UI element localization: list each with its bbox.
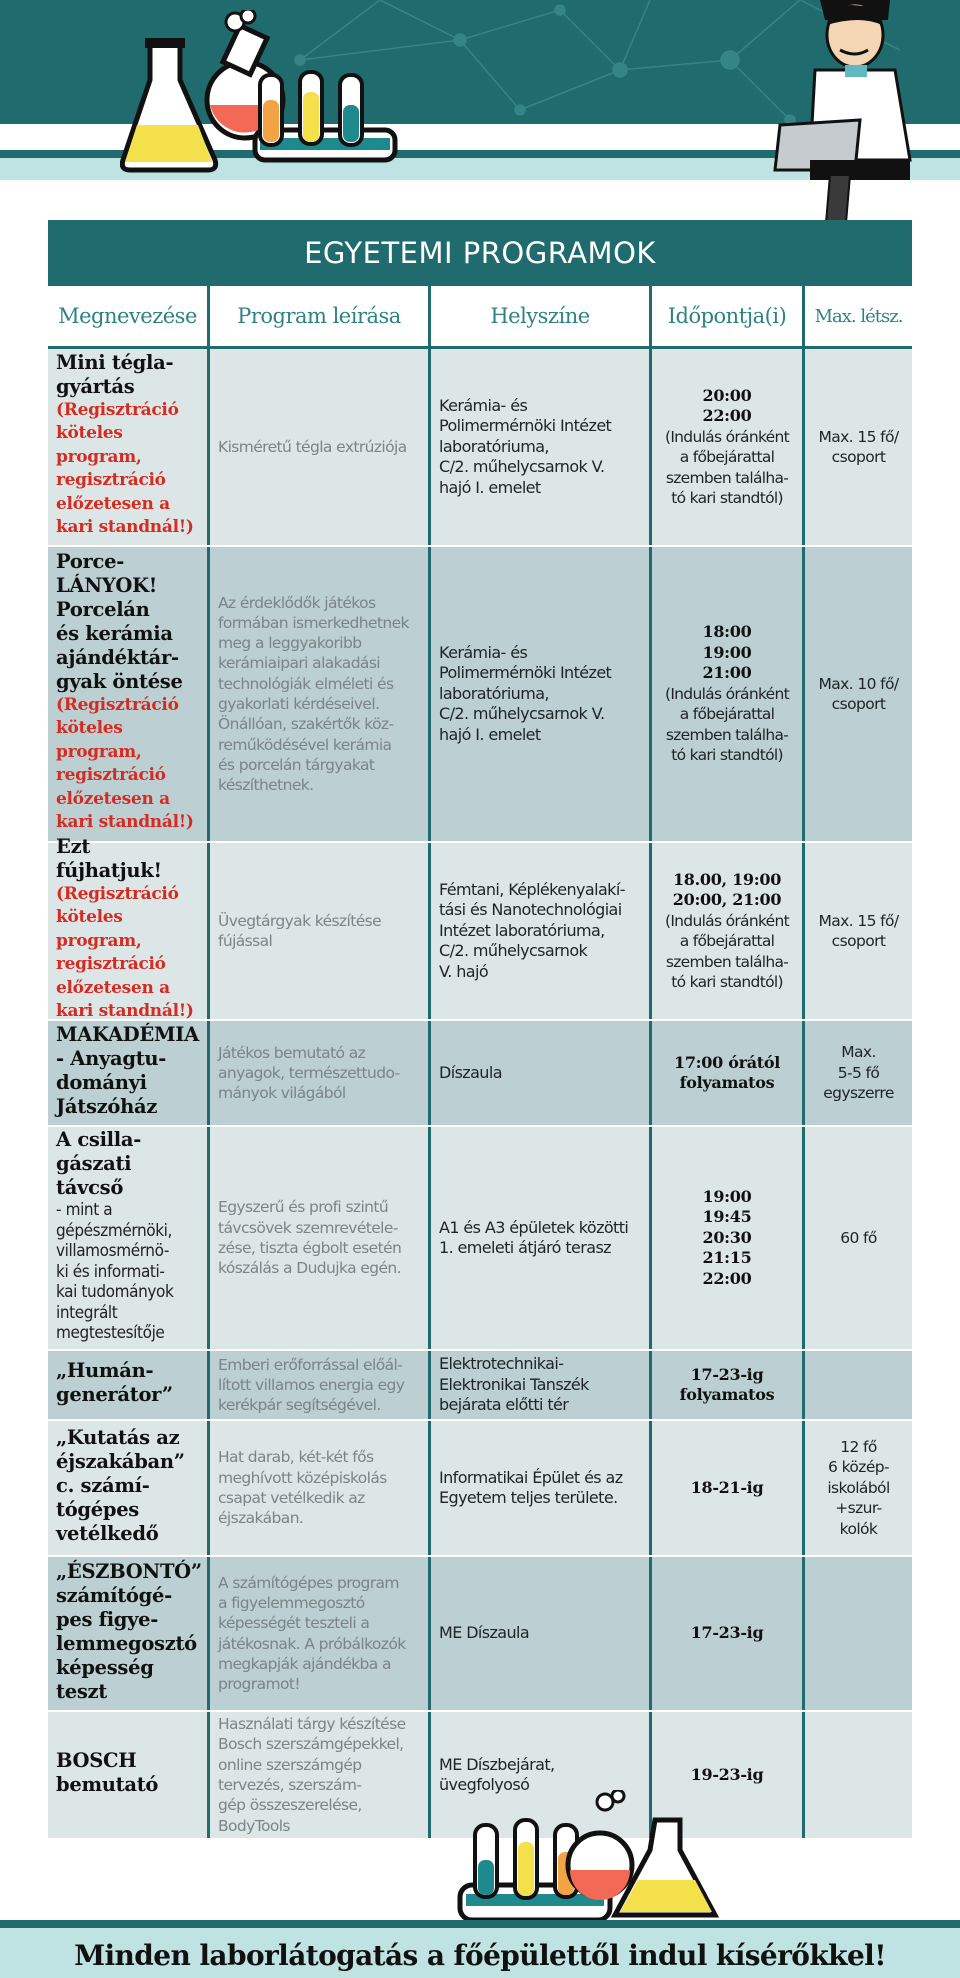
program-location: ME Díszaula — [431, 1557, 652, 1710]
program-name-subtitle: - mint a gépészmérnöki, villamosmérnö- ki és informati- kai tudományok integrált megtestesítője — [56, 1200, 174, 1344]
program-name: „Kutatás az éjszakában” c. számí- tógépes vetélkedő — [56, 1426, 185, 1545]
program-description: Üvegtárgyak készítése fújással — [210, 843, 431, 1019]
table-row — [48, 1555, 912, 1710]
table-title: EGYETEMI PROGRAMOK — [48, 220, 912, 286]
program-times: 17-23-ig — [690, 1623, 764, 1643]
program-times: 18.00, 19:00 20:00, 21:00 — [672, 869, 782, 909]
programs-table — [48, 220, 912, 1838]
program-name: MAKADÉMIA - Anyagtu- dományi Játszóház — [56, 1023, 199, 1118]
registration-note: (Regisztráció köteles program, regisztráció előzetesen a kari standnál!) — [56, 399, 194, 537]
program-max: Max. 5-5 fő egyszerre — [823, 1043, 894, 1103]
program-name-cell — [48, 1712, 210, 1838]
program-max: 12 fő 6 közép- iskolából +szur- kolók — [827, 1437, 890, 1538]
registration-note: (Regisztráció köteles program, regisztráció előzetesen a kari standnál!) — [56, 694, 194, 832]
program-name-cell — [48, 1127, 210, 1349]
program-location: Díszaula — [431, 1021, 652, 1125]
program-name: BOSCH bemutató — [56, 1749, 159, 1796]
program-description: Játékos bemutató az anyagok, természettudo- mányok világából — [210, 1021, 431, 1125]
program-name-cell — [48, 547, 210, 841]
registration-note: (Regisztráció köteles program, regisztráció előzetesen a kari standnál!) — [56, 883, 194, 1021]
program-description: Az érdeklődők játékos formában ismerkedhetnek meg a leggyakoribb kerámiaipari alakadási technológiák elméleti és gyakorlati kérdéseivel. Önállóan, szakértők köz- reműködésével kerámia és porcelán tárgyakat készíthetnek. — [210, 547, 431, 841]
program-location: Informatikai Épület és az Egyetem teljes területe. — [431, 1421, 652, 1555]
program-times: 18:00 19:00 21:00 — [702, 622, 752, 683]
footer-note: Minden laborlátogatás a főépülettől indul kísérőkkel! — [0, 1928, 960, 1978]
program-name: „ÉSZBONTÓ” számítógé- pes figye- lemmegosztó képesség teszt — [56, 1559, 202, 1703]
program-max: 60 fő — [840, 1228, 877, 1247]
column-header-times: Időpontja(i) — [652, 286, 805, 346]
program-name: Mini tégla- gyártás — [56, 350, 174, 398]
program-description: A számítógépes program a figyelemmegosztó képességét teszteli a játékosnak. A próbálkozók megkapják ajándékba a programot! — [210, 1557, 431, 1710]
column-header-description: Program leírása — [210, 286, 431, 346]
test-tubes-icon — [440, 1790, 730, 1925]
program-description: Emberi erőforrással előál- lított villamos energia egy kerékpár segítségével. — [210, 1351, 431, 1419]
program-name: A csilla- gászati távcső — [56, 1128, 142, 1200]
program-location: Elektrotechnikai- Elektronikai Tanszék bejárata előtti tér — [431, 1351, 652, 1419]
program-time-note: (Indulás óránként a főbejárattal szemben találha- tó kari standtól) — [664, 427, 790, 507]
table-row — [48, 1349, 912, 1419]
program-name: Ezt fújhatjuk! — [56, 834, 162, 882]
program-times-cell — [652, 1557, 805, 1710]
column-header-location: Helyszíne — [431, 286, 652, 346]
program-name-cell — [48, 1021, 210, 1125]
program-location: A1 és A3 épületek közötti 1. emeleti átjáró terasz — [431, 1127, 652, 1349]
program-max: Max. 15 fő/ csoport — [818, 911, 899, 950]
program-name-cell — [48, 1557, 210, 1710]
program-name: Porce- LÁNYOK! Porcelán és kerámia ajándéktár- gyak öntése — [56, 549, 183, 693]
program-name-cell — [48, 834, 210, 1021]
program-max: Max. 10 fő/ csoport — [818, 674, 899, 713]
program-max: Max. 15 fő/ csoport — [818, 427, 899, 466]
student-laptop-icon — [770, 0, 940, 255]
program-description: Használati tárgy készítése Bosch szerszámgépekkel, online szerszámgép tervezés, szerszám- gép összeszerelése, BodyTools — [210, 1712, 431, 1838]
program-times-cell — [652, 1421, 805, 1555]
program-times: 19-23-ig — [690, 1764, 764, 1784]
program-location: Kerámia- és Polimermérnöki Intézet laboratóriuma, C/2. műhelycsarnok V. hajó I. emelet — [431, 349, 652, 545]
table-row — [48, 1419, 912, 1555]
program-name-cell — [48, 349, 210, 545]
program-max — [805, 1557, 912, 1710]
table-row — [48, 1019, 912, 1125]
program-times-cell — [652, 843, 805, 1019]
program-time-note: (Indulás óránként a főbejárattal szemben találha- tó kari standtól) — [664, 684, 790, 765]
program-times-cell — [652, 1021, 805, 1125]
program-times-cell — [652, 1127, 805, 1349]
program-location: Fémtani, Képlékenyalakí- tási és Nanotechnológiai Intézet laboratóriuma, C/2. műhelycsarnok V. hajó — [431, 843, 652, 1019]
program-times-cell — [652, 1351, 805, 1419]
program-times: 20:00 22:00 — [702, 385, 752, 425]
program-times: 17-23-ig folyamatos — [679, 1364, 775, 1404]
column-header-max: Max. létsz. — [814, 305, 903, 327]
program-times-cell — [652, 547, 805, 841]
column-header-name: Megnevezése — [48, 286, 210, 346]
program-name-cell — [48, 1351, 210, 1419]
program-location: Kerámia- és Polimermérnöki Intézet laboratóriuma, C/2. műhelycsarnok V. hajó I. emelet — [431, 547, 652, 841]
program-time-note: (Indulás óránként a főbejárattal szemben találha- tó kari standtól) — [664, 911, 790, 991]
program-times: 19:00 19:45 20:30 21:15 22:00 — [702, 1186, 752, 1288]
program-name-cell — [48, 1421, 210, 1555]
table-row — [48, 545, 912, 841]
table-row — [48, 346, 912, 545]
table-row — [48, 1125, 912, 1349]
table-row — [48, 834, 912, 1021]
program-times: 18-21-ig — [690, 1477, 764, 1497]
program-max — [805, 1712, 912, 1838]
table-header-row — [48, 286, 912, 346]
program-description: Egyszerű és profi szintű távcsövek szemrevétele- zése, tiszta égbolt esetén kószálás a Dudujka egén. — [210, 1127, 431, 1349]
flask-icon — [120, 10, 410, 180]
program-location: ME Díszbejárat, üvegfolyosó — [431, 1712, 652, 1838]
program-name: „Humán- generátor” — [56, 1359, 173, 1406]
program-times-cell — [652, 349, 805, 545]
program-times: 17:00 órától folyamatos — [673, 1052, 781, 1092]
program-description: Kisméretű tégla extrúziója — [210, 349, 431, 545]
program-description: Hat darab, két-két fős meghívott középiskolás csapat vetélkedik az éjszakában. — [210, 1421, 431, 1555]
program-max — [805, 1351, 912, 1419]
